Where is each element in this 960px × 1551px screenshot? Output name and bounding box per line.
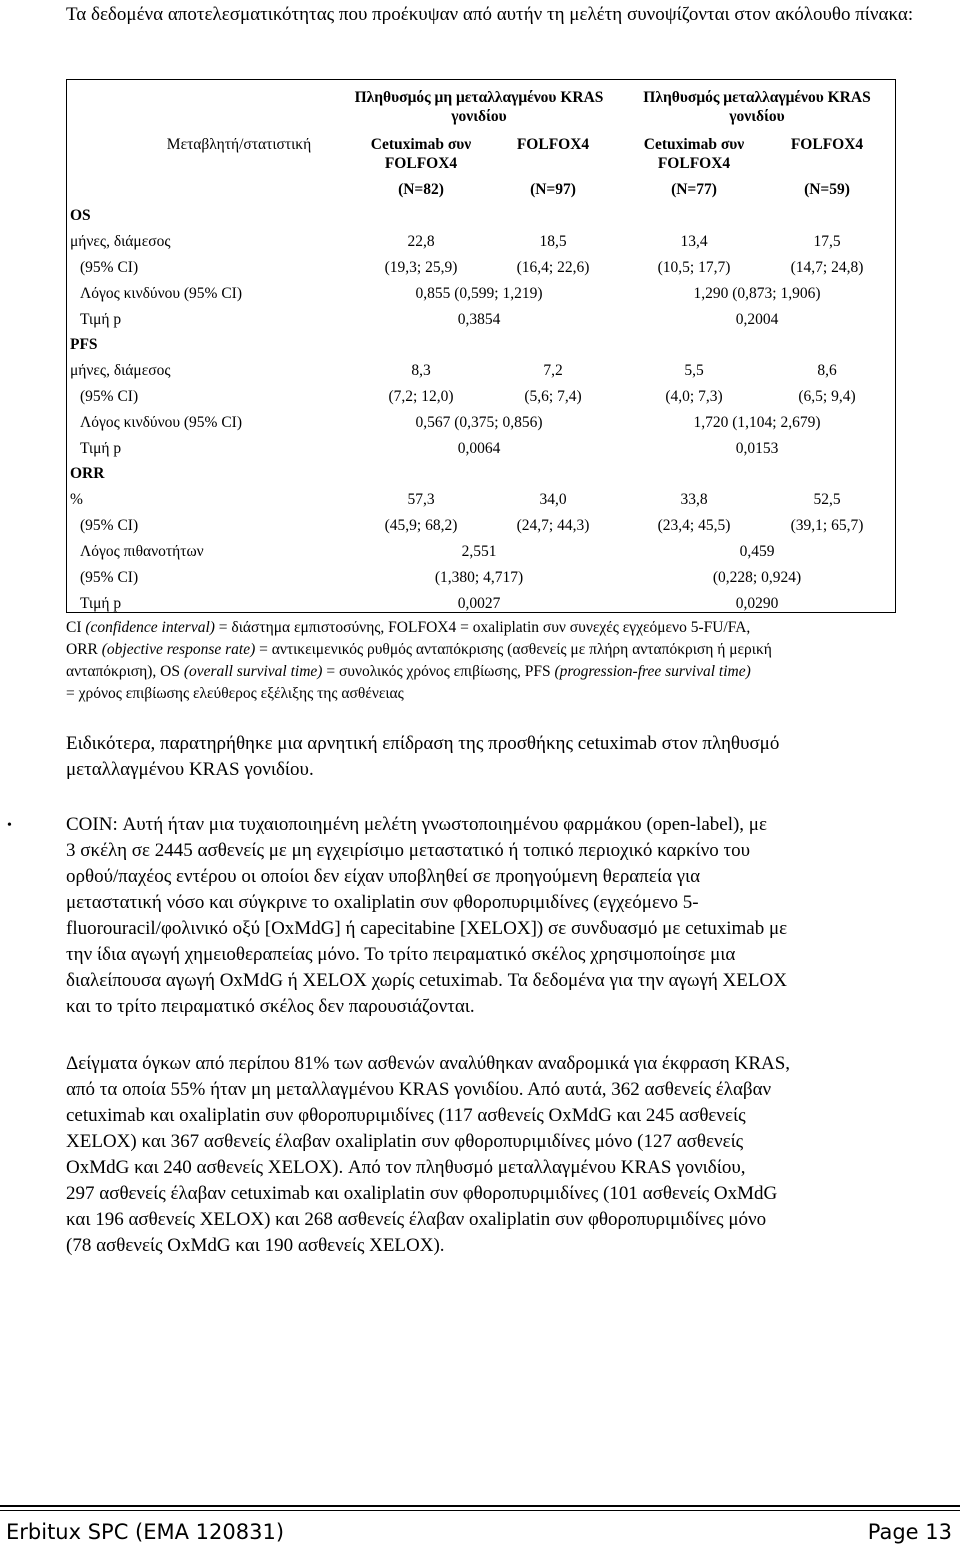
text-line: COIN: Αυτή ήταν μια τυχαιοποιημένη μελέτη γνωστοποιημένου φαρμάκου (open-label), με	[66, 814, 767, 835]
table-cell-merged: 0,2004	[735, 311, 779, 328]
table-cell-merged: 0,0290	[735, 595, 779, 612]
table-cell: (10,5; 17,7)	[657, 259, 731, 276]
footnote-line: ORR (objective response rate) = αντικειμενικός ρυθμός ανταπόκρισης (ασθενείς με πλήρη ανταπόκριση ή μερική	[66, 641, 772, 658]
section-title: OS	[70, 207, 91, 224]
table-cell-merged: 0,0027	[457, 595, 501, 612]
paragraph-negative-effect	[66, 731, 779, 783]
text-line: μεταλλαγμένου KRAS γονιδίου.	[66, 759, 314, 780]
n-count: (N=82)	[398, 181, 444, 198]
table-cell-merged: 0,0153	[735, 440, 779, 457]
table-cell: (19,3; 25,9)	[384, 259, 458, 276]
table-cell: 8,6	[817, 362, 837, 379]
text-line: και 196 ασθενείς XELOX) και 268 ασθενείς έλαβαν oxaliplatin συν φθοροπυριμιδίνες μόνο	[66, 1209, 767, 1230]
table-cell: 17,5	[813, 233, 841, 250]
col-header-variable: Μεταβλητή/στατιστική	[166, 136, 312, 153]
table-cell-merged: 2,551	[461, 543, 497, 560]
text-line: την ίδια αγωγή χημειοθεραπείας μόνο. Το τρίτο πειραματικό σκέλος χρησιμοποίησε μια	[66, 944, 736, 965]
row-label: Λόγος κινδύνου (95% CI)	[80, 285, 242, 302]
table-cell: (24,7; 44,3)	[516, 517, 590, 534]
table-cell-merged: 0,567 (0,375; 0,856)	[415, 414, 543, 431]
n-count: (N=77)	[671, 181, 717, 198]
table-footnote	[66, 617, 946, 705]
text-line: Δείγματα όγκων από περίπου 81% των ασθενών αναλύθηκαν αναδρομικά για έκφραση KRAS,	[66, 1053, 791, 1074]
text-line: cetuximab και oxaliplatin συν φθοροπυριμιδίνες (117 ασθενείς OxMdG και 245 ασθενείς	[66, 1105, 746, 1126]
table-cell: 57,3	[407, 491, 435, 508]
table-cell-merged: 0,0064	[457, 440, 501, 457]
row-label: Λόγος πιθανοτήτων	[80, 543, 204, 560]
table-cell: (16,4; 22,6)	[516, 259, 590, 276]
table-cell-merged: 1,720 (1,104; 2,679)	[693, 414, 821, 431]
text-line: διαλείπουσα αγωγή OxMdG ή XELOX χωρίς cetuximab. Τα δεδομένα για την αγωγή XELOX	[66, 970, 787, 991]
text-line: XELOX) και 367 ασθενείς έλαβαν oxaliplatin συν φθοροπυριμιδίνες μόνο (127 ασθενείς	[66, 1131, 744, 1152]
table-cell: (5,6; 7,4)	[524, 388, 582, 405]
group-header-mutant: Πληθυσμός μεταλλαγμένου KRAS γονιδίου	[643, 89, 871, 125]
row-label: (95% CI)	[80, 259, 139, 276]
row-label: (95% CI)	[80, 388, 139, 405]
intro-text: Τα δεδομένα αποτελεσματικότητας που προέκυψαν από αυτήν τη μελέτη συνοψίζονται στον ακόλουθο πίνακα:	[66, 4, 914, 25]
col-header-cetux-nonmut: Cetuximab συν FOLFOX4	[370, 136, 472, 172]
text-line: fluorouracil/φολινικό οξύ [OxMdG] ή capecitabine [XELOX]) σε συνδυασμό με cetuximab με	[66, 918, 788, 939]
table-cell: (4,0; 7,3)	[665, 388, 723, 405]
text-line: 3 σκέλη σε 2445 ασθενείς με μη εγχειρίσιμο μεταστατικό ή τοπικό περιοχικό καρκίνο του	[66, 840, 750, 861]
table-cell: (45,9; 68,2)	[384, 517, 458, 534]
table-cell-merged: (0,228; 0,924)	[712, 569, 802, 586]
table-cell: (6,5; 9,4)	[798, 388, 856, 405]
row-label: μήνες, διάμεσος	[70, 233, 171, 250]
text-line: ορθού/παχέος εντέρου οι οποίοι δεν είχαν υποβληθεί σε προηγούμενη θεραπεία για	[66, 866, 701, 887]
row-label: (95% CI)	[80, 569, 139, 586]
row-label: Τιμή p	[80, 440, 122, 457]
footer-page-number: Page 13	[867, 1520, 952, 1544]
group-header-nonmutant: Πληθυσμός μη μεταλλαγμένου KRAS γονιδίου	[354, 89, 604, 125]
table-cell-merged: 0,3854	[457, 311, 501, 328]
table-cell: 52,5	[813, 491, 841, 508]
footnote-line: CI (confidence interval) = διάστημα εμπιστοσύνης, FOLFOX4 = oxaliplatin συν συνεχές εγχεόμενο 5-FU/FA,	[66, 619, 751, 636]
footer-rule	[0, 1505, 960, 1507]
efficacy-table	[66, 79, 896, 613]
row-label: Τιμή p	[80, 311, 122, 328]
table-cell: (23,4; 45,5)	[657, 517, 731, 534]
paragraph-coin	[66, 812, 787, 1020]
row-label: μήνες, διάμεσος	[70, 362, 171, 379]
table-cell: 18,5	[539, 233, 567, 250]
text-line: 297 ασθενείς έλαβαν cetuximab και oxaliplatin συν φθοροπυριμιδίνες (101 ασθενείς OxMdG	[66, 1183, 778, 1204]
row-label: Τιμή p	[80, 595, 122, 612]
table-cell-merged: 1,290 (0,873; 1,906)	[693, 285, 821, 302]
text-line: OxMdG και 240 ασθενείς XELOX). Από τον πληθυσμό μεταλλαγμένου KRAS γονιδίου,	[66, 1157, 746, 1178]
text-line: Ειδικότερα, παρατηρήθηκε μια αρνητική επίδραση της προσθήκης cetuximab στον πληθυσμό	[66, 733, 780, 754]
section-title: ORR	[70, 465, 105, 482]
footnote-line: ανταπόκριση), OS (overall survival time) = συνολικός χρόνος επιβίωσης, PFS (progression-free survival time)	[66, 663, 751, 680]
col-header-cetux-mut: Cetuximab συν FOLFOX4	[643, 136, 745, 172]
col-header-folfox-mut: FOLFOX4	[790, 136, 864, 153]
text-line: από τα οποία 55% ήταν μη μεταλλαγμένου KRAS γονιδίου. Από αυτά, 362 ασθενείς έλαβαν	[66, 1079, 772, 1100]
text-line: μεταστατική νόσο και σύγκρινε το oxaliplatin συν φθοροπυριμιδίνες (εγχεόμενο 5-	[66, 892, 699, 913]
table-cell: 22,8	[407, 233, 435, 250]
paragraph-kras-samples	[66, 1051, 790, 1259]
row-label: (95% CI)	[80, 517, 139, 534]
row-label: Λόγος κινδύνου (95% CI)	[80, 414, 242, 431]
table-cell: (14,7; 24,8)	[790, 259, 864, 276]
table-cell: 5,5	[684, 362, 704, 379]
footer-rule-thin	[0, 1510, 960, 1511]
table-cell: 7,2	[543, 362, 563, 379]
table-cell-merged: 0,459	[739, 543, 775, 560]
n-count: (N=97)	[530, 181, 576, 198]
table-cell: 8,3	[411, 362, 431, 379]
text-line: (78 ασθενείς OxMdG και 190 ασθενείς XELOX).	[66, 1235, 445, 1256]
footer-document-id: Erbitux SPC (EMA 120831)	[6, 1520, 285, 1544]
table-cell: (39,1; 65,7)	[790, 517, 864, 534]
table-cell-merged: (1,380; 4,717)	[434, 569, 524, 586]
table-cell-merged: 0,855 (0,599; 1,219)	[415, 285, 543, 302]
row-label: %	[70, 491, 83, 508]
table-cell: 13,4	[680, 233, 708, 250]
table-cell: (7,2; 12,0)	[388, 388, 454, 405]
col-header-folfox-nonmut: FOLFOX4	[516, 136, 590, 153]
bullet-icon: •	[7, 818, 12, 833]
footnote-line: = χρόνος επιβίωσης ελεύθερος εξέλιξης της ασθένειας	[66, 685, 404, 702]
table-cell: 34,0	[539, 491, 567, 508]
section-title: PFS	[70, 336, 98, 353]
n-count: (N=59)	[804, 181, 850, 198]
text-line: και το τρίτο πειραματικό σκέλος δεν παρουσιάζονται.	[66, 996, 475, 1017]
table-cell: 33,8	[680, 491, 708, 508]
